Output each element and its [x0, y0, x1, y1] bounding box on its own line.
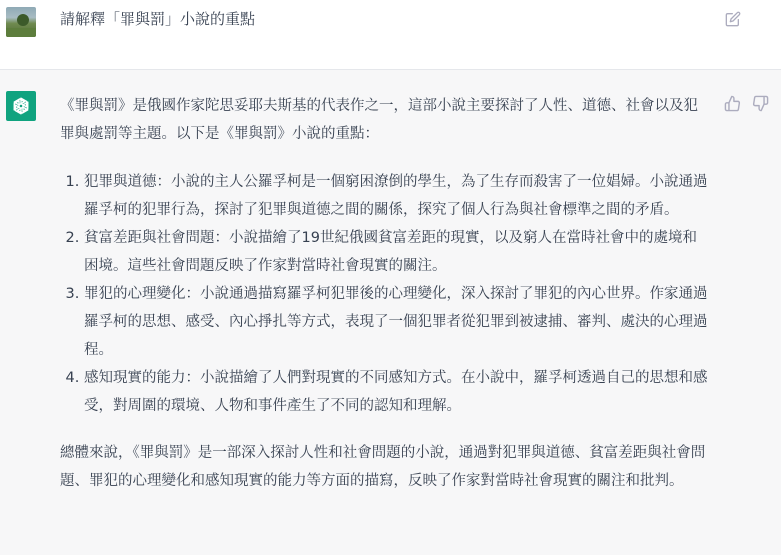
key-points-list	[60, 168, 710, 420]
assistant-intro: 《罪與罰》是俄國作家陀思妥耶夫斯基的代表作之一，這部小說主要探討了人性、道德、社會以及犯罪與處罰等主題。以下是《罪與罰》小說的重點：	[60, 98, 698, 142]
list-item: 3. 罪犯的心理變化：小說通過描寫羅孚柯犯罪後的心理變化，深入探討了罪犯的內心世界。作家通過羅孚柯的思想、感受、內心掙扎等方式，表現了一個犯罪者從犯罪到被逮捕、審判、處決的心理過程。	[84, 280, 710, 364]
openai-logo-icon	[10, 95, 32, 117]
edit-icon[interactable]	[725, 11, 741, 27]
list-item: 1. 犯罪與道德：小說的主人公羅孚柯是一個窮困潦倒的學生，為了生存而殺害了一位娼婦。小說通過羅孚柯的犯罪行為，探討了犯罪與道德之間的關係，探究了個人行為與社會標準之間的矛盾。	[84, 168, 710, 224]
user-message-text: 請解釋「罪與罰」小說的重點	[60, 10, 256, 28]
assistant-message-row	[0, 70, 781, 555]
user-message-row	[0, 0, 781, 70]
thumbs-down-icon[interactable]	[752, 95, 769, 112]
list-item: 2. 貧富差距與社會問題：小說描繪了19世紀俄國貧富差距的現實，以及窮人在當時社會中的處境和困境。這些社會問題反映了作家對當時社會現實的關注。	[84, 224, 710, 280]
assistant-summary: 總體來說，《罪與罰》是一部深入探討人性和社會問題的小說，通過對犯罪與道德、貧富差距與社會問題、罪犯的心理變化和感知現實的能力等方面的描寫，反映了作家對當時社會現實的關注和批判。	[60, 445, 706, 489]
thumbs-up-icon[interactable]	[724, 95, 741, 112]
assistant-message-body	[60, 92, 710, 495]
assistant-avatar	[6, 91, 36, 121]
list-item: 4. 感知現實的能力：小說描繪了人們對現實的不同感知方式。在小說中，羅孚柯透過自己的思想和感受，對周圍的環境、人物和事件產生了不同的認知和理解。	[84, 364, 710, 420]
user-avatar	[6, 7, 36, 37]
